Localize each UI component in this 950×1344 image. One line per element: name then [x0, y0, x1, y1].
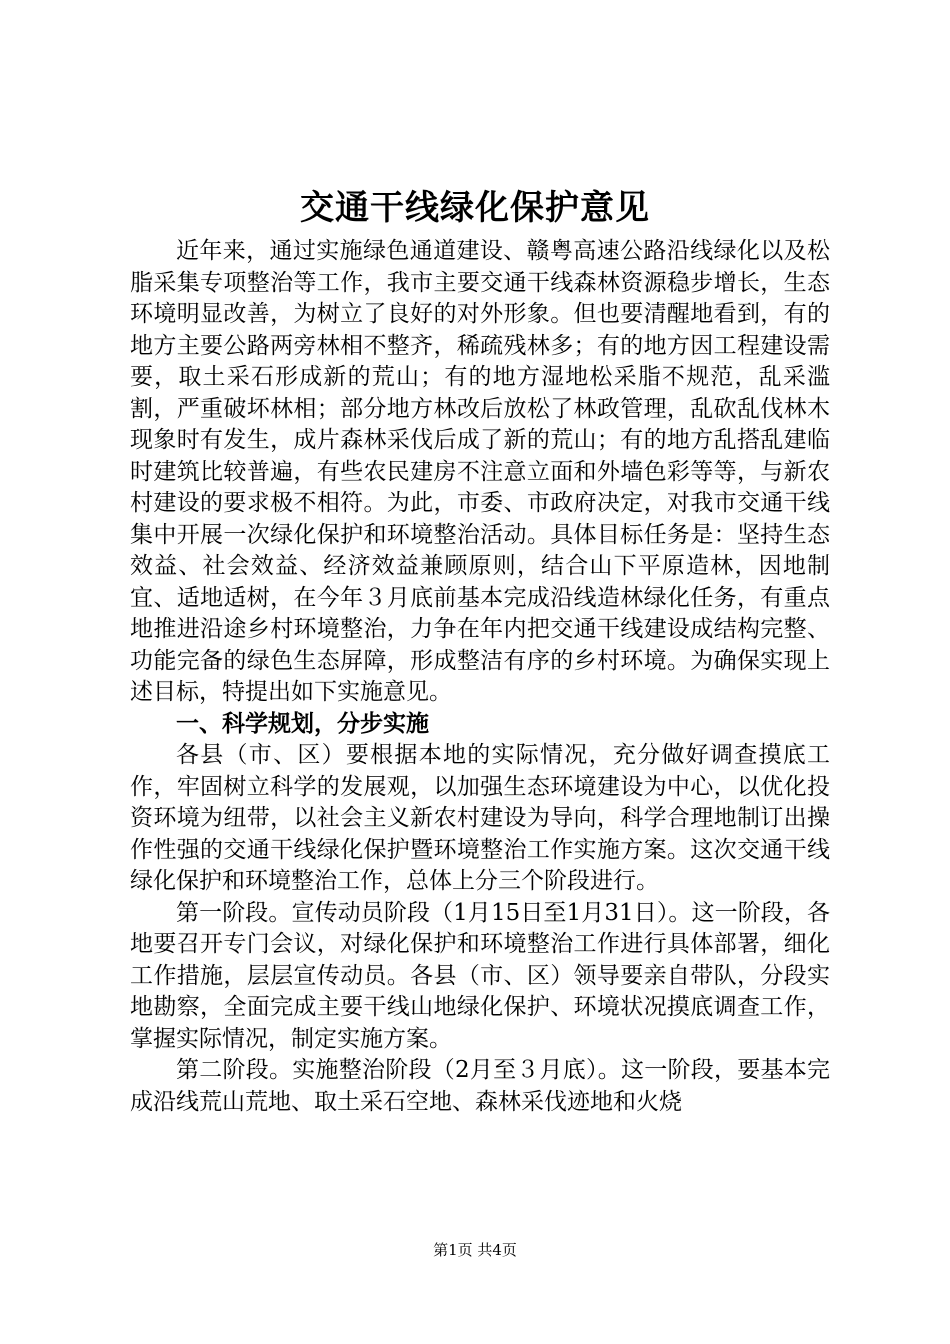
document-title: 交通干线绿化保护意见 — [300, 188, 650, 228]
page-footer: 第1页 共4页 — [433, 1241, 517, 1259]
section-heading: 一、科学规划，分步实施 — [176, 710, 429, 737]
document-body — [130, 236, 830, 1118]
stage-one-paragraph: 第一阶段。宣传动员阶段（1月15日至1月31日）。这一阶段，各地要召开专门会议，对绿化保护和环境整治工作进行具体部署，细化工作措施，层层宣传动员。各县（市、区）领导要亲自带队，分段实地勘察，全面完成主要干线山地绿化保护、环境状况摸底调查工作，掌握实际情况，制定实施方案。 — [130, 899, 830, 1052]
stage-two-paragraph: 第二阶段。实施整治阶段（2月至３月底）。这一阶段，要基本完成沿线荒山荒地、取土采石空地、森林采伐迹地和火烧 — [130, 1057, 830, 1115]
intro-paragraph: 近年来，通过实施绿色通道建设、赣粤高速公路沿线绿化以及松脂采集专项整治等工作，我市主要交通干线森林资源稳步增长，生态环境明显改善，为树立了良好的对外形象。但也要清醒地看到，有的地方主要公路两旁林相不整齐，稀疏残林多；有的地方因工程建设需要，取土采石形成新的荒山；有的地方湿地松采脂不规范，乱采滥割，严重破坏林相；部分地方林改后放松了林政管理，乱砍乱伐林木现象时有发生，成片森林采伐后成了新的荒山；有的地方乱搭乱建临时建筑比较普遍，有些农民建房不注意立面和外墙色彩等等，与新农村建设的要求极不相符。为此，市委、市政府决定，对我市交通干线集中开展一次绿化保护和环境整治活动。具体目标任务是：坚持生态效益、社会效益、经济效益兼顾原则，结合山下平原造林，因地制宜、适地适树，在今年３月底前基本完成沿线造林绿化任务，有重点地推进沿途乡村环境整治，力争在年内把交通干线建设成结构完整、功能完备的绿色生态屏障，形成整洁有序的乡村环境。为确保实现上述目标，特提出如下实施意见。 — [130, 238, 830, 705]
section-paragraph: 各县（市、区）要根据本地的实际情况，充分做好调查摸底工作，牢固树立科学的发展观，以加强生态环境建设为中心，以优化投资环境为纽带，以社会主义新农村建设为导向，科学合理地制订出操作性强的交通干线绿化保护暨环境整治工作实施方案。这次交通干线绿化保护和环境整治工作，总体上分三个阶段进行。 — [130, 742, 830, 894]
